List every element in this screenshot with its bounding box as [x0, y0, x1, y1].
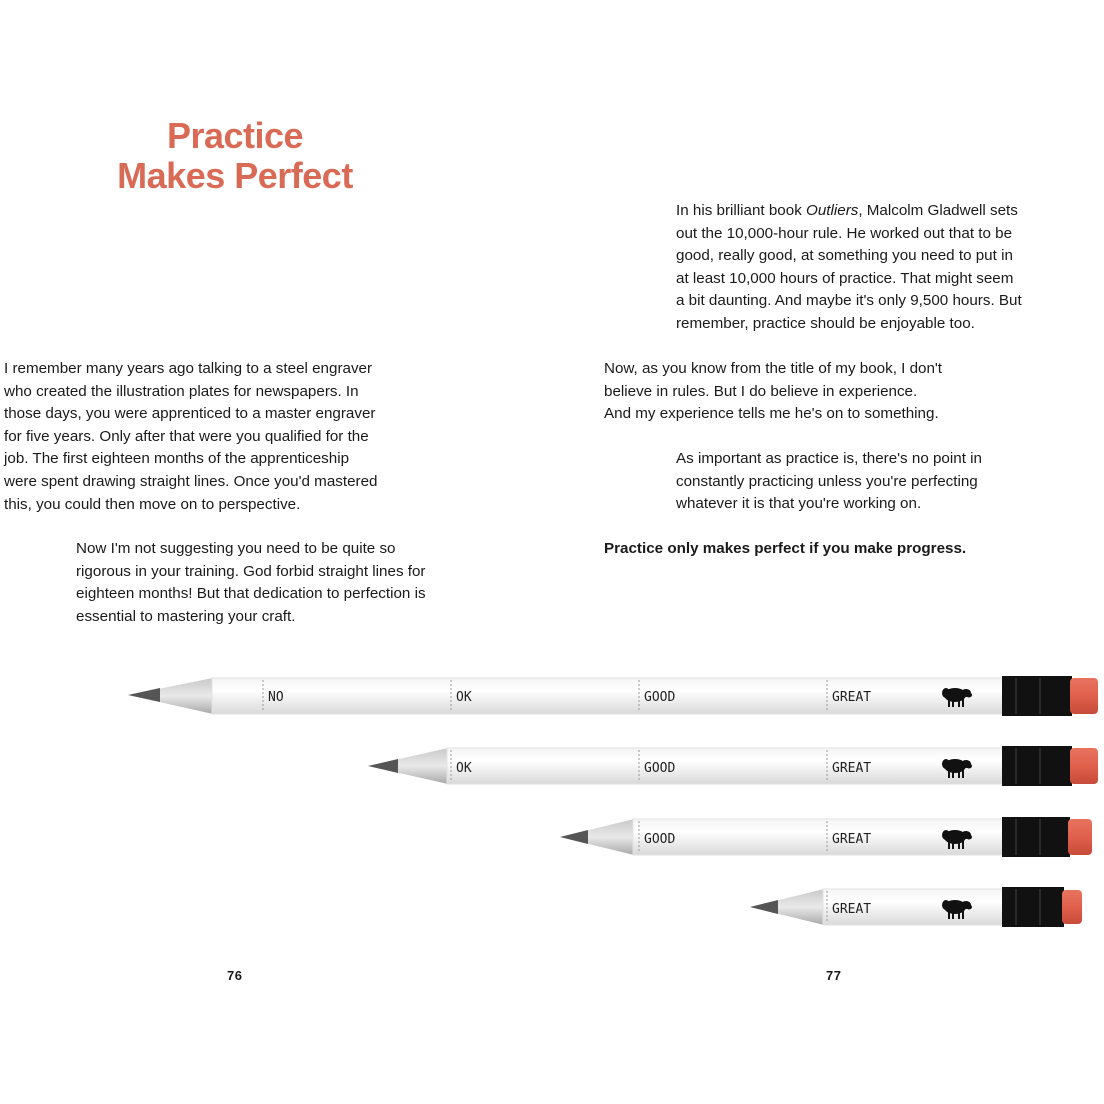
pencil-short	[560, 817, 1092, 857]
eraser	[1070, 678, 1098, 714]
text-line: for five years. Only after that were you qualified for the	[4, 427, 369, 445]
text-line: And my experience tells me he's on to something.	[604, 405, 939, 423]
left-paragraph-1	[4, 358, 378, 516]
pencil-medium	[368, 746, 1098, 786]
pencil-label-ok: OK	[456, 761, 472, 776]
ferrule	[1002, 887, 1064, 927]
eraser	[1062, 890, 1082, 924]
text-line: at least 10,000 hours of practice. That might seem	[676, 269, 1014, 287]
page-number-right: 77	[826, 968, 842, 983]
text-line: who created the illustration plates for newspapers. In	[4, 382, 359, 400]
text-line: I remember many years ago talking to a steel engraver	[4, 360, 373, 377]
eraser	[1068, 819, 1092, 855]
ferrule	[1002, 676, 1072, 716]
text-fragment: , Malcolm Gladwell sets	[858, 202, 1018, 219]
chapter-title	[60, 116, 410, 196]
text-line: remember, practice should be enjoyable too.	[676, 314, 975, 332]
text-line: a bit daunting. And maybe it's only 9,500 hours. But	[676, 292, 1022, 310]
left-paragraph-2	[76, 538, 426, 628]
text-line: As important as practice is, there's no point in	[676, 450, 982, 467]
ferrule	[1002, 817, 1070, 857]
text-line: Practice only makes perfect if you make progress.	[604, 540, 967, 557]
text-fragment: In his brilliant book	[676, 202, 807, 219]
text-line: constantly practicing unless you're perfecting	[676, 472, 978, 490]
text-line: job. The first eighteen months of the apprenticeship	[4, 450, 350, 468]
pencil-label-good: GOOD	[644, 832, 676, 847]
text-line: eighteen months! But that dedication to perfection is	[76, 585, 426, 603]
pencils-illustration	[0, 660, 1104, 940]
text-line: rigorous in your training. God forbid straight lines for	[76, 562, 426, 580]
conclusion-statement	[604, 538, 966, 561]
pencil-label-great: GREAT	[832, 761, 872, 776]
text-line: those days, you were apprenticed to a master engraver	[4, 405, 376, 423]
title-line-2: Makes Perfect	[117, 155, 353, 196]
text-line: out the 10,000-hour rule. He worked out that to be	[676, 224, 1013, 242]
text-line: good, really good, at something you need to put in	[676, 247, 1013, 265]
title-line-1: Practice	[166, 115, 304, 156]
pencil-label-ok: OK	[456, 690, 472, 705]
text-line: believe in rules. But I do believe in experience.	[604, 382, 918, 400]
pencil-label-great: GREAT	[832, 832, 872, 847]
text-line: were spent drawing straight lines. Once you'd mastered	[4, 472, 378, 490]
book-title: Outliers	[806, 202, 859, 219]
pencil-label-great: GREAT	[832, 690, 872, 705]
pencil-stub	[750, 887, 1082, 927]
text-line	[676, 200, 1022, 223]
pencil-label-good: GOOD	[644, 761, 676, 776]
text-line: this, you could then move on to perspective.	[4, 495, 301, 513]
ferrule	[1002, 746, 1072, 786]
pencil-long	[128, 676, 1098, 716]
right-paragraph-3	[676, 448, 982, 516]
pencil-label-no: NO	[268, 690, 284, 705]
text-line: whatever it is that you're working on.	[676, 495, 922, 513]
text-line: Now I'm not suggesting you need to be quite so	[76, 540, 396, 557]
pencil-label-great: GREAT	[832, 902, 872, 917]
text-line: Now, as you know from the title of my book, I don't	[604, 360, 943, 377]
right-paragraph-2	[604, 358, 942, 426]
page-number-left: 76	[227, 968, 243, 983]
pencil-label-good: GOOD	[644, 690, 676, 705]
text-line: essential to mastering your craft.	[76, 607, 296, 625]
eraser	[1070, 748, 1098, 784]
right-paragraph-1	[676, 200, 1022, 336]
